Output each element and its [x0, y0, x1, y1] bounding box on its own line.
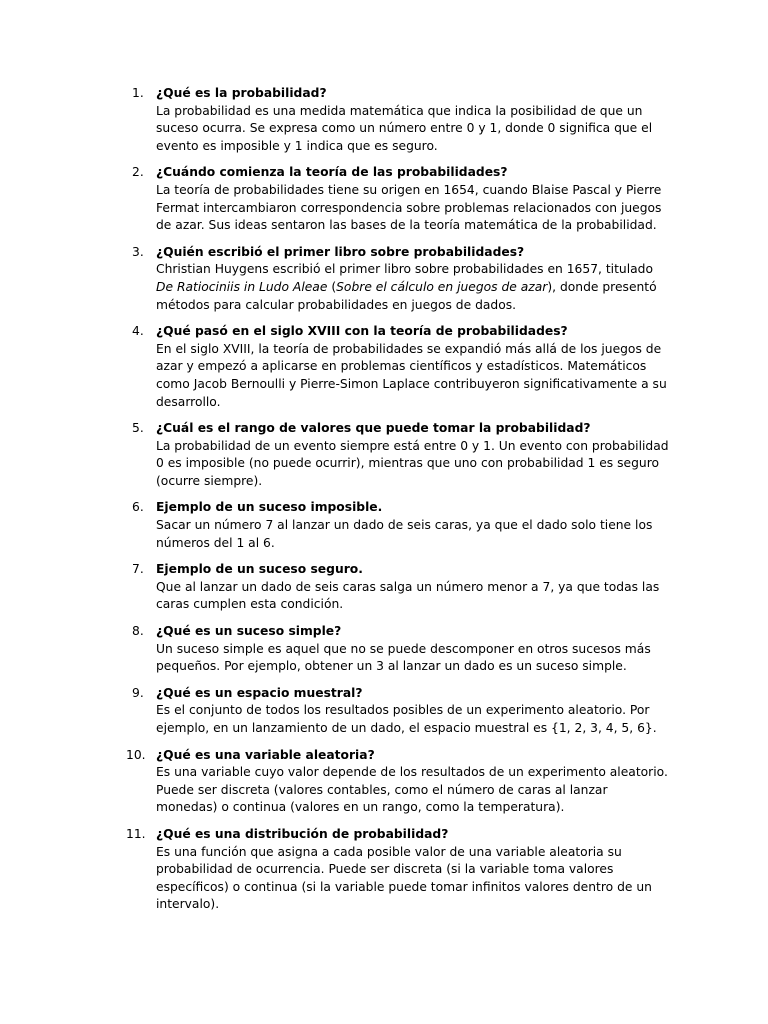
answer-text: [156, 261, 670, 314]
question-heading: ¿Quién escribió el primer libro sobre probabilidades?: [156, 244, 525, 259]
list-item: [0, 747, 768, 817]
item-number: 4.: [132, 324, 144, 339]
item-number: 3.: [132, 244, 144, 259]
item-number: 2.: [132, 165, 144, 180]
question-answer-list: [0, 85, 768, 923]
answer-text: [156, 641, 670, 676]
answer-segment: La probabilidad de un evento siempre está entre 0 y 1. Un evento con probabilidad 0 es imposible (no puede ocurrir), mientras que uno con probabilidad 1 es seguro (ocurre siempre).: [156, 438, 669, 488]
list-item: [0, 244, 768, 314]
answer-text: [156, 764, 670, 817]
italic-title-text: Sobre el cálculo en juegos de azar: [336, 279, 548, 294]
answer-segment: En el siglo XVIII, la teoría de probabilidades se expandió más allá de los juegos de azar y empezó a aplicarse en problemas científicos y estadísticos. Matemáticos como Jacob Bernoulli y Pierre-Simon Laplace contribuyeron significativamente a su desarrollo.: [156, 341, 667, 409]
question-heading: ¿Qué es un espacio muestral?: [156, 685, 363, 700]
question-heading: ¿Cuándo comienza la teoría de las probabilidades?: [156, 165, 508, 180]
item-number: 10.: [126, 747, 146, 762]
item-number: 1.: [132, 86, 144, 100]
answer-text: [156, 844, 670, 914]
answer-segment: ), donde presentó métodos para calcular probabilidades en juegos de dados.: [156, 279, 657, 312]
item-number: 8.: [132, 624, 144, 639]
answer-segment: Es una función que asigna a cada posible valor de una variable aleatoria su probabilidad de ocurrencia. Puede ser discreta (si la variable toma valores específicos) o continua (si la variable puede tomar infinitos valores dentro de un intervalo).: [156, 844, 652, 912]
list-item: [0, 85, 768, 155]
italic-title-text: De Ratiociniis in Ludo Aleae: [156, 279, 328, 294]
answer-text: [156, 341, 670, 411]
answer-segment: Que al lanzar un dado de seis caras salga un número menor a 7, ya que todas las caras cumplen esta condición.: [156, 579, 660, 612]
question-heading: ¿Qué es una distribución de probabilidad?: [156, 826, 449, 841]
list-item: [0, 420, 768, 490]
question-heading: ¿Cuál es el rango de valores que puede tomar la probabilidad?: [156, 421, 591, 436]
answer-segment: Un suceso simple es aquel que no se puede descomponer en otros sucesos más pequeños. Por ejemplo, obtener un 3 al lanzar un dado es un suceso simple.: [156, 641, 651, 674]
answer-segment: Sacar un número 7 al lanzar un dado de seis caras, ya que el dado solo tiene los números del 1 al 6.: [156, 518, 653, 550]
list-item: [0, 323, 768, 411]
list-item: [0, 826, 768, 914]
answer-segment: Es una variable cuyo valor depende de los resultados de un experimento aleatorio. Puede ser discreta (valores contables, como el número de caras al lanzar monedas) o continua (valores en un rango, como la temperatura).: [156, 765, 668, 815]
answer-segment: La teoría de probabilidades tiene su origen en 1654, cuando Blaise Pascal y Pierre Fermat intercambiaron correspondencia sobre problemas relacionados con juegos de azar. Sus ideas sentaron las bases de la teoría matemática de la probabilidad.: [156, 182, 662, 233]
question-heading: ¿Qué es la probabilidad?: [156, 86, 327, 100]
list-item: [0, 164, 768, 234]
answer-segment: Christian Huygens escribió el primer libro sobre probabilidades en 1657, titulado: [156, 262, 653, 277]
question-heading: ¿Qué pasó en el siglo XVIII con la teoría de probabilidades?: [156, 324, 568, 339]
answer-text: [156, 702, 670, 737]
answer-segment: Es el conjunto de todos los resultados posibles de un experimento aleatorio. Por ejemplo, en un lanzamiento de un dado, el espacio muestral es {1, 2, 3, 4, 5, 6}.: [156, 703, 657, 735]
item-number: 5.: [132, 421, 144, 436]
item-number: 9.: [132, 685, 144, 700]
list-item: [0, 623, 768, 676]
answer-segment: La probabilidad es una medida matemática que indica la posibilidad de que un suceso ocurra. Se expresa como un número entre 0 y 1, donde 0 significa que el evento es imposible y 1 indica que es seguro.: [156, 103, 653, 153]
question-heading: ¿Qué es una variable aleatoria?: [156, 747, 375, 762]
item-number: 7.: [132, 562, 144, 577]
answer-text: [156, 517, 670, 552]
item-number: 6.: [132, 500, 144, 515]
answer-text: [156, 579, 670, 614]
question-heading: Ejemplo de un suceso seguro.: [156, 562, 363, 577]
question-heading: Ejemplo de un suceso imposible.: [156, 500, 383, 515]
answer-text: [156, 182, 670, 235]
answer-text: [156, 103, 670, 156]
list-item: [0, 499, 768, 552]
answer-text: [156, 438, 670, 491]
list-item: [0, 561, 768, 614]
item-number: 11.: [126, 826, 146, 841]
list-item: [0, 685, 768, 738]
question-heading: ¿Qué es un suceso simple?: [156, 624, 342, 639]
answer-segment: (: [327, 279, 337, 294]
